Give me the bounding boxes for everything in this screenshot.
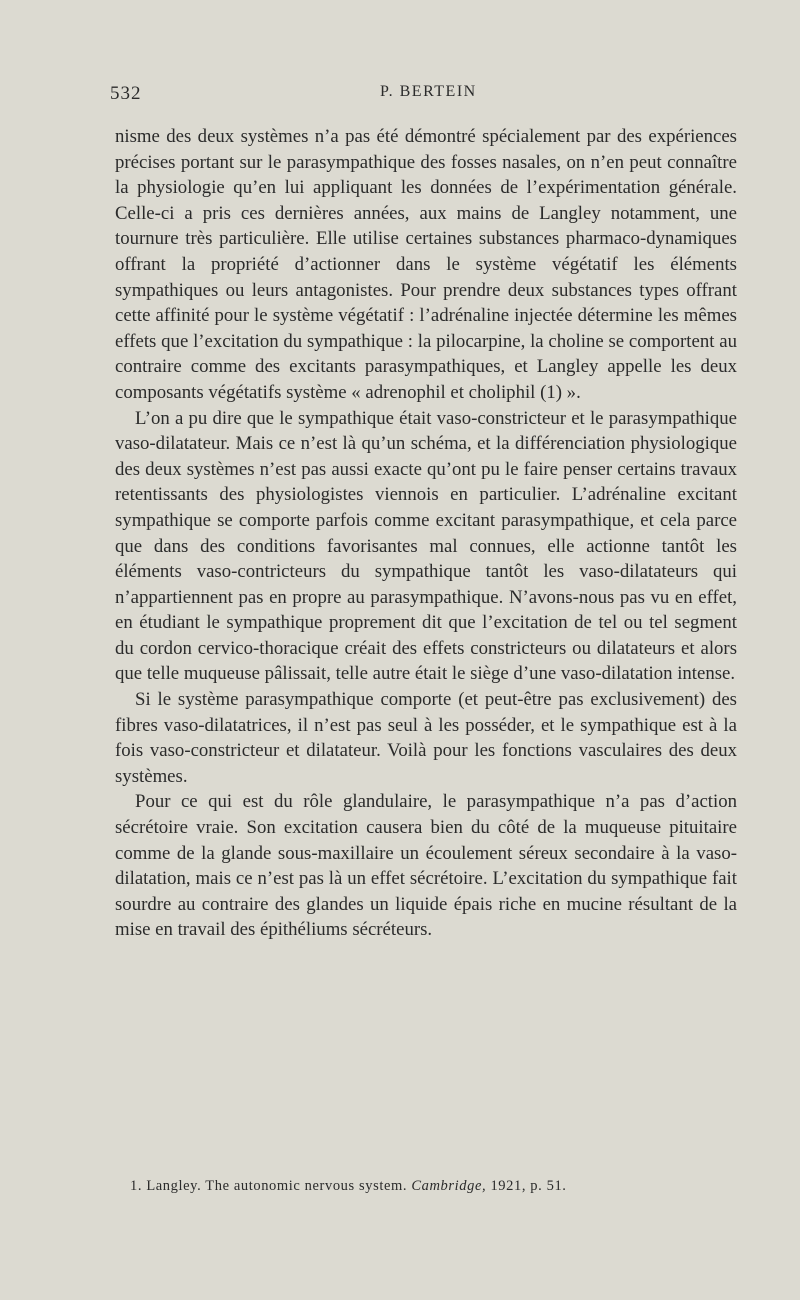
running-head-author: P. BERTEIN bbox=[380, 83, 477, 100]
paragraph-4: Pour ce qui est du rôle glandulaire, le parasympathique n’a pas d’action sécrétoire vraie. Son excitation causera bien du côté de la muqueuse pituitaire comme de la glande sous-maxillaire un écoulement séreux secondaire à la vaso-dilatation, mais ce n’est pas là un effet sécrétoire. L’excitation du sympathique fait sourdre au contraire des glandes un liquide épais riche en mucine résultant de la mise en travail des épithéliums sécréteurs. bbox=[115, 791, 737, 941]
footnote-text: Langley. The autonomic nervous system. bbox=[146, 1178, 408, 1194]
page-number: 532 bbox=[110, 83, 142, 104]
footnote bbox=[130, 1178, 730, 1195]
paragraph-1: nisme des deux systèmes n’a pas été démontré spécialement par des expériences précises portant sur le parasympathique des fosses nasales, on n’en peut connaître la physiologie qu’en lui appliquant les données de l’expérimentation générale. Celle-ci a pris ces dernières années, aux mains de Langley notamment, une tournure très particulière. Elle utilise certaines substances pharmaco-dynamiques offrant la propriété d’actionner dans le système végétatif les éléments sympathiques ou leurs antagonistes. Pour prendre deux substances types offrant cette affinité pour le système végétatif : l’adrénaline injectée détermine les mêmes effets que l’excitation du sympathique : la pilocarpine, la choline se comportent au contraire comme des excitants parasympathiques, et Langley appelle les deux composants végétatifs système « adrenophil et choliphil (1) ». bbox=[115, 126, 737, 403]
body-text bbox=[115, 124, 737, 943]
paragraph-2: L’on a pu dire que le sympathique était vaso-constricteur et le parasympathique vaso-dilatateur. Mais ce n’est là qu’un schéma, et la différenciation physiologique des deux systèmes n’est pas aussi exacte qu’ont pu le faire penser certains travaux retentissants des physiologistes viennois en particulier. L’adrénaline excitant sympathique se comporte parfois comme excitant parasympathique, et cela parce que dans des conditions favorisantes mal connues, elle actionne tantôt les éléments vaso-contricteurs du sympathique tantôt les vaso-dilatateurs qui n’appartiennent pas en propre au parasympathique. N’avons-nous pas vu en effet, en étudiant le sympathique proprement dit que l’excitation de tel ou tel segment du cordon cervico-thoracique créait des effets constricteurs ou dilatateurs et alors que telle muqueuse pâlissait, telle autre était le siège d’une vaso-dilatation intense. bbox=[115, 407, 737, 685]
page-header bbox=[110, 83, 735, 111]
footnote-number: 1. bbox=[130, 1178, 143, 1194]
paragraph-3: Si le système parasympathique comporte (et peut-être pas exclusivement) des fibres vaso-dilatatrices, il n’est pas seul à les posséder, et le sympathique est à la fois vaso-constricteur et dilatateur. Voilà pour les fonctions vasculaires des deux systèmes. bbox=[115, 689, 737, 787]
footnote-details: 1921, p. 51. bbox=[490, 1178, 567, 1194]
footnote-place: Cambridge, bbox=[411, 1178, 487, 1194]
